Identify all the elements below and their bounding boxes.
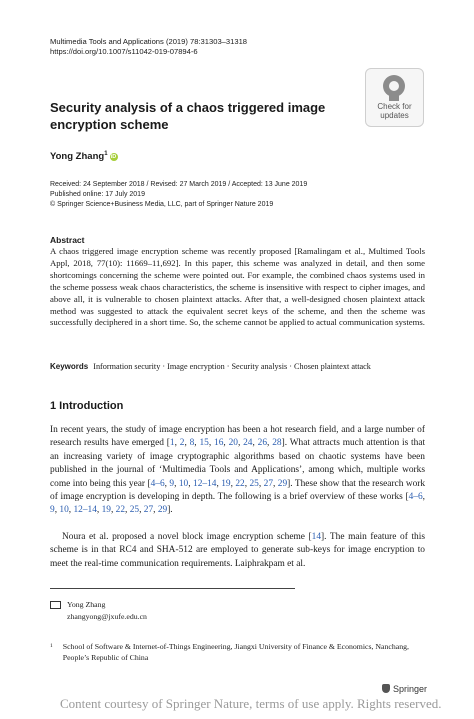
keyword-item: Image encryption bbox=[167, 362, 225, 371]
keywords-line bbox=[50, 362, 430, 371]
citation-link[interactable]: 22 bbox=[115, 505, 125, 516]
orcid-icon[interactable]: iD bbox=[110, 153, 117, 160]
article-dates bbox=[50, 180, 307, 210]
keyword-item: Chosen plaintext attack bbox=[294, 362, 371, 371]
badge-label-line1: Check for bbox=[377, 102, 412, 111]
citation-link[interactable]: 22 bbox=[235, 478, 245, 489]
citation-link[interactable]: 4–6 bbox=[150, 478, 165, 489]
dates-published: Published online: 17 July 2019 bbox=[50, 191, 145, 198]
citation-link[interactable]: 1 bbox=[169, 438, 175, 449]
corresponding-author bbox=[50, 599, 147, 623]
author-affil-sup: 1 bbox=[104, 151, 108, 157]
citation-link[interactable]: 29 bbox=[157, 505, 168, 516]
intro-paragraph-2: Noura et al. proposed a novel block image encryption scheme [14]. The main feature of this scheme is in that RC4 and SHA-512 are employed to generate sub-keys for image encryption to meet the real-time communication requirements. Laiphrakpam et al. bbox=[50, 532, 425, 569]
citation-link[interactable]: 27 bbox=[143, 505, 154, 516]
citation-link[interactable]: 9 bbox=[50, 505, 55, 516]
crossmark-ribbon bbox=[389, 91, 399, 101]
citation-link[interactable]: 25 bbox=[129, 505, 140, 516]
citation-link[interactable]: 12–14 bbox=[193, 478, 217, 489]
citation-link[interactable]: 10 bbox=[59, 505, 69, 516]
citation-link[interactable]: 14 bbox=[311, 532, 322, 542]
citation-link[interactable]: 8 bbox=[189, 438, 195, 449]
citation-link[interactable]: 29 bbox=[277, 478, 288, 489]
affiliation-text: School of Software & Internet-of-Things Engineering, Jiangxi University of Finance & Economics, Nanchang, People’s Republic of China bbox=[62, 642, 409, 662]
citation-link[interactable]: 12–14 bbox=[73, 505, 97, 516]
footnote-divider bbox=[50, 588, 295, 589]
citation-link[interactable]: 19 bbox=[221, 478, 231, 489]
citation-link[interactable]: 27 bbox=[263, 478, 273, 489]
keywords-list: Information security · Image encryption · Security analysis · Chosen plaintext attack bbox=[93, 362, 371, 371]
author-name[interactable]: Yong Zhang bbox=[50, 151, 105, 163]
abstract-text: A chaos triggered image encryption scheme was recently proposed [Ramalingam et al., Multimed Tools Appl, 2018, 77(10): 11669–11,692]. In this paper, this scheme was analyzed in detail, and then some shortcomings concerning the scheme were pointed out. For example, the combined chaos systems used in the scheme possess weak chaos characteristics, the scheme is insensitive with respect to cipher images, and above all, it is vulnerable to chosen plaintext attacks. After that, a well-designed chosen plaintext attack method was suggested to attack the equivalent secret keys of the scheme, and then the scheme was successfully deciphered in a short time. So, the scheme cannot be applied to actual communication systems. bbox=[50, 246, 425, 328]
keyword-item: Security analysis bbox=[231, 362, 288, 371]
citation-link[interactable]: 20 bbox=[228, 438, 238, 449]
doi-link[interactable]: https://doi.org/10.1007/s11042-019-07894-6 bbox=[50, 47, 198, 56]
paper-title: Security analysis of a chaos triggered image encryption scheme bbox=[50, 100, 326, 132]
author-line bbox=[50, 151, 118, 162]
courtesy-watermark: Content courtesy of Springer Nature, terms of use apply. Rights reserved. bbox=[60, 696, 442, 711]
affiliation-footnote bbox=[50, 641, 430, 663]
badge-label bbox=[366, 102, 423, 120]
citation-link[interactable]: 16 bbox=[214, 438, 224, 449]
citation-link[interactable]: 19 bbox=[101, 505, 111, 516]
springer-horse-icon bbox=[382, 684, 390, 693]
citation-link[interactable]: 28 bbox=[272, 438, 282, 449]
keywords-label: Keywords bbox=[50, 362, 89, 371]
dates-received: Received: 24 September 2018 / Revised: 27 March 2019 / Accepted: 13 June 2019 bbox=[50, 181, 308, 188]
keyword-item: Information security bbox=[93, 362, 161, 371]
affiliation-number: 1 bbox=[50, 643, 53, 649]
citation-link[interactable]: 24 bbox=[243, 438, 253, 449]
citation-link[interactable]: 9 bbox=[169, 478, 175, 489]
check-for-updates-badge[interactable] bbox=[365, 68, 424, 127]
journal-citation: Multimedia Tools and Applications (2019) 78:31303–31318 bbox=[50, 37, 248, 46]
citation-link[interactable]: 15 bbox=[199, 438, 209, 449]
intro-paragraph-1: In recent years, the study of image encryption has been a hot research field, and a large number of research results have emerged [1, 2, 8, 15, 16, 20, 24, 26, 28]. What attracts much attention is that an increasing variety of image cryptographic algorithms based on chaotic systems have been published in the journal of ‘Multimedia Tools and Applications’, among which, multiple works come into being this year [4–6, 9, 10, 12–14, 19, 22, 25, 27, 29]. These show that the research work of image encryption is developing in depth. The following is a brief overview of these works [4–6, 9, 10, 12–14, 19, 22, 25, 27, 29]. bbox=[50, 425, 426, 516]
citation-link[interactable]: 4–6 bbox=[408, 492, 423, 503]
envelope-icon bbox=[50, 601, 61, 609]
citation-link[interactable]: 25 bbox=[249, 478, 259, 489]
abstract-heading: Abstract bbox=[50, 235, 85, 245]
publisher-name: Springer bbox=[393, 684, 428, 694]
corr-name: Yong Zhang bbox=[67, 600, 106, 609]
running-header bbox=[50, 37, 247, 57]
publisher-logo bbox=[382, 684, 427, 694]
section-heading: 1 Introduction bbox=[50, 400, 124, 412]
corr-email[interactable]: zhangyong@jxufe.edu.cn bbox=[67, 612, 147, 621]
badge-label-line2: updates bbox=[380, 111, 409, 120]
copyright-line: © Springer Science+Business Media, LLC, part of Springer Nature 2019 bbox=[50, 201, 274, 208]
citation-link[interactable]: 26 bbox=[257, 438, 268, 449]
citation-link[interactable]: 10 bbox=[178, 478, 189, 489]
citation-link[interactable]: 2 bbox=[179, 438, 185, 449]
